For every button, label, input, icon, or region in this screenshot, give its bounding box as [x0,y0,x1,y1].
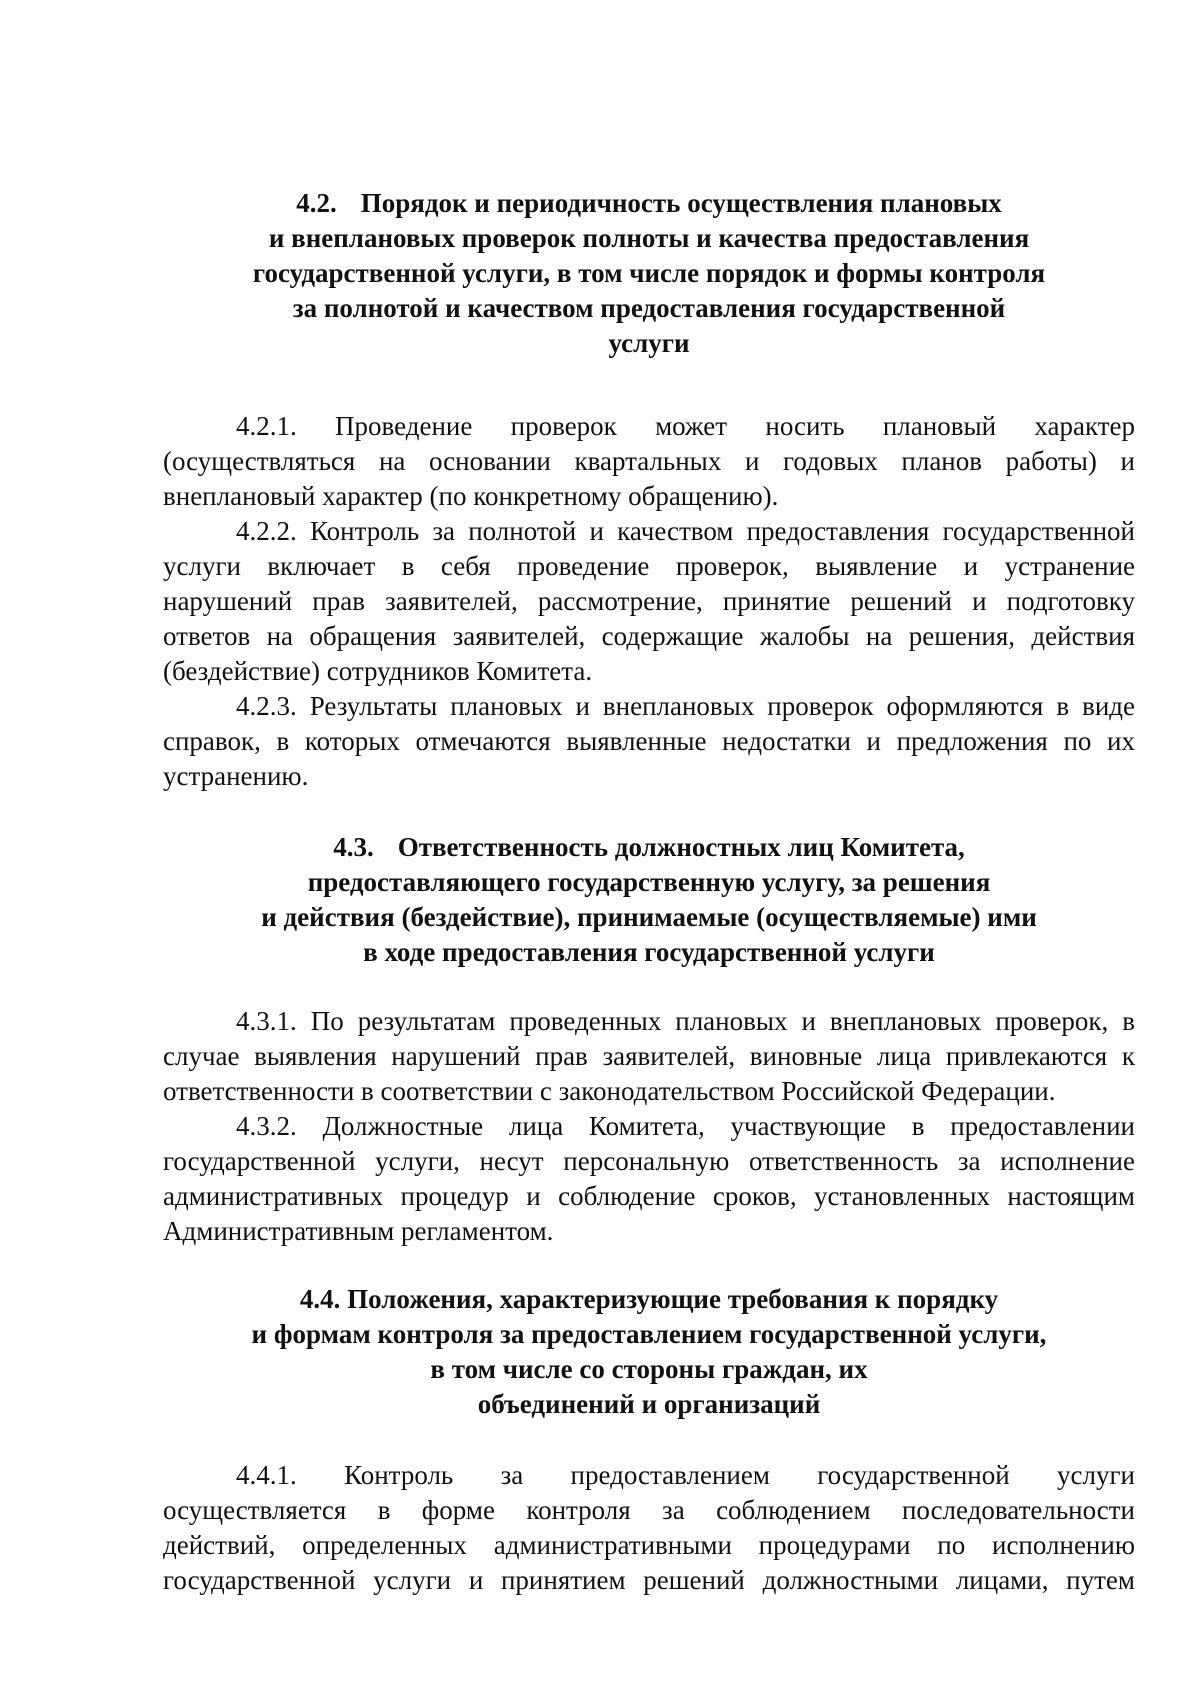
heading-line: и действия (бездействие), принимаемые (осуществляемые) ими [261,902,1037,932]
section-4-2-heading [163,186,1135,361]
heading-line: услуги [608,328,690,358]
heading-line: в том числе со стороны граждан, их [430,1354,868,1384]
paragraph-line: 4.2.3. Результаты плановых и внеплановых проверок оформляются в виде [236,691,1135,721]
section-number: 4.2. [296,188,337,218]
paragraph-line: 4.3.2. Должностные лица Комитета, участвующие в предоставлении [236,1111,1135,1141]
paragraph-line: ответственности в соответствии с законодательством Российской Федерации. [163,1076,1056,1106]
heading-line: 4.4. Положения, характеризующие требования к порядку [299,1284,999,1314]
heading-line: 4.3. Ответственность должностных лиц Комитета, [163,830,1135,865]
paragraph-line: 4.4.1. Контроль за предоставлением государственной услуги [236,1460,1135,1490]
paragraph-line: осуществляется в форме контроля за соблюдением последовательности [163,1495,1135,1525]
paragraph-line: (осуществляться на основании квартальных и годовых планов работы) и [163,446,1135,476]
section-4-4-heading [163,1282,1135,1422]
heading-line: в ходе предоставления государственной услуги [363,937,935,967]
paragraph-line: устранению. [163,761,309,791]
heading-line: за полнотой и качеством предоставления государственной [292,293,1006,323]
heading-line: и внеплановых проверок полноты и качества предоставления [268,223,1030,253]
section-4-3-heading [163,830,1135,970]
heading-line: государственной услуги, в том числе порядок и формы контроля [252,258,1046,288]
paragraph-line: Административным регламентом. [163,1216,554,1246]
paragraph-4-2-2 [163,514,1135,689]
paragraph-line: 4.2.1. Проведение проверок может носить плановый характер [236,411,1135,441]
paragraph-line: 4.3.1. По результатам проведенных плановых и внеплановых проверок, в [236,1006,1135,1036]
paragraph-4-3-2 [163,1109,1135,1249]
paragraph-line: административных процедур и соблюдение сроков, установленных настоящим [163,1181,1135,1211]
paragraph-line: действий, определенных административными процедурами по исполнению [163,1530,1135,1560]
paragraph-line: справок, в которых отмечаются выявленные недостатки и предложения по их [163,726,1135,756]
paragraph-line: государственной услуги и принятием решений должностными лицами, путем [163,1565,1135,1595]
paragraph-line: внеплановый характер (по конкретному обращению). [163,481,779,511]
section-number: 4.3. [333,832,374,862]
paragraph-line: (бездействие) сотрудников Комитета. [163,656,593,686]
heading-line: предоставляющего государственную услугу, за решения [307,867,991,897]
paragraph-line: ответов на обращения заявителей, содержащие жалобы на решения, действия [163,621,1135,651]
paragraph-4-4-1 [163,1458,1135,1598]
paragraph-4-2-3 [163,689,1135,794]
heading-line: и формам контроля за предоставлением государственной услуги, [251,1319,1047,1349]
heading-line: объединений и организаций [477,1389,821,1419]
paragraph-4-3-1 [163,1004,1135,1109]
paragraph-line: случае выявления нарушений прав заявителей, виновные лица привлекаются к [163,1041,1135,1071]
paragraph-4-2-1 [163,409,1135,514]
paragraph-line: государственной услуги, несут персональную ответственность за исполнение [163,1146,1135,1176]
paragraph-line: услуги включает в себя проведение проверок, выявление и устранение [163,551,1135,581]
heading-line: 4.2. Порядок и периодичность осуществления плановых [163,186,1135,221]
section-number: 4.4. [299,1284,341,1314]
paragraph-line: 4.2.2. Контроль за полнотой и качеством предоставления государственной [236,516,1135,546]
paragraph-line: нарушений прав заявителей, рассмотрение, принятие решений и подготовку [163,586,1135,616]
